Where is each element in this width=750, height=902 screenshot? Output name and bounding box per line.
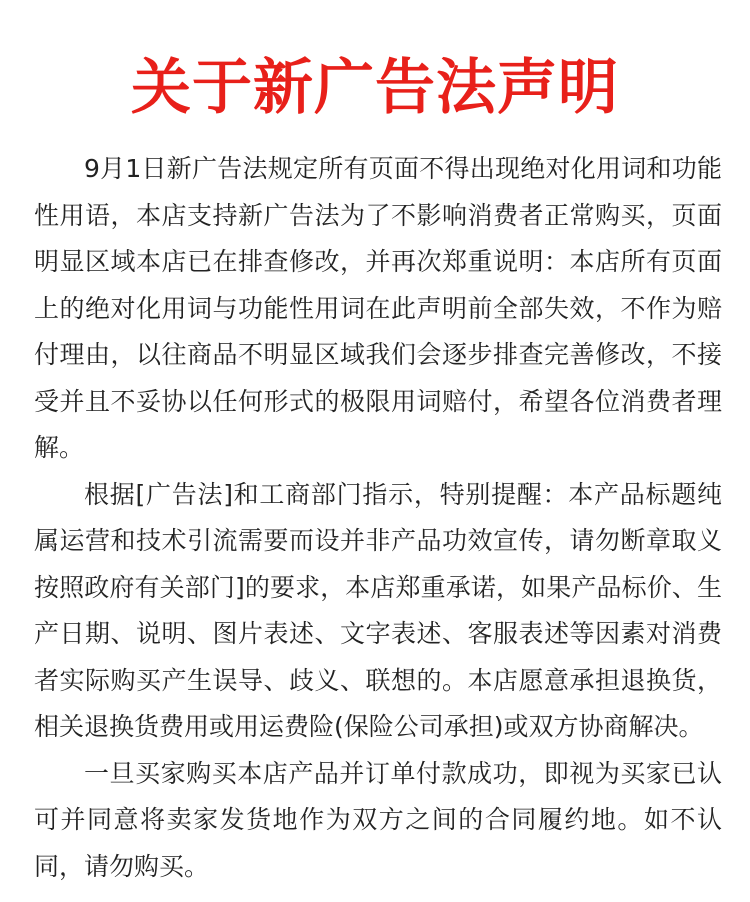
announcement-body (34, 146, 722, 890)
paragraph-advertising-law: 9月1日新广告法规定所有页面不得出现绝对化用词和功能性用语，本店支持新广告法为了不影响消费者正常购买，页面明显区域本店已在排查修改，并再次郑重说明：本店所有页面上的绝对化用词与功能性用词在此声明前全部失效，不作为赔付理由，以往商品不明显区域我们会逐步排查完善修改，不接受并且不妥协以任何形式的极限用词赔付，希望各位消费者理解。 (34, 154, 722, 462)
paragraph-product-title-notice: 根据[广告法]和工商部门指示，特别提醒：本产品标题纯属运营和技术引流需要而设并非产品功效宣传，请勿断章取义按照政府有关部门]的要求，本店郑重承诺，如果产品标价、生产日期、说明、图片表述、文字表述、客服表述等因素对消费者实际购买产生误导、歧义、联想的。本店愿意承担退换货，相关退换货费用或用运费险(保险公司承担)或双方协商解决。 (34, 479, 722, 741)
page-title: 关于新广告法声明 (131, 53, 619, 123)
paragraph-contract-location: 一旦买家购买本店产品并订单付款成功，即视为买家已认可并同意将卖家发货地作为双方之间的合同履约地。如不认同，请勿购买。 (34, 758, 722, 881)
